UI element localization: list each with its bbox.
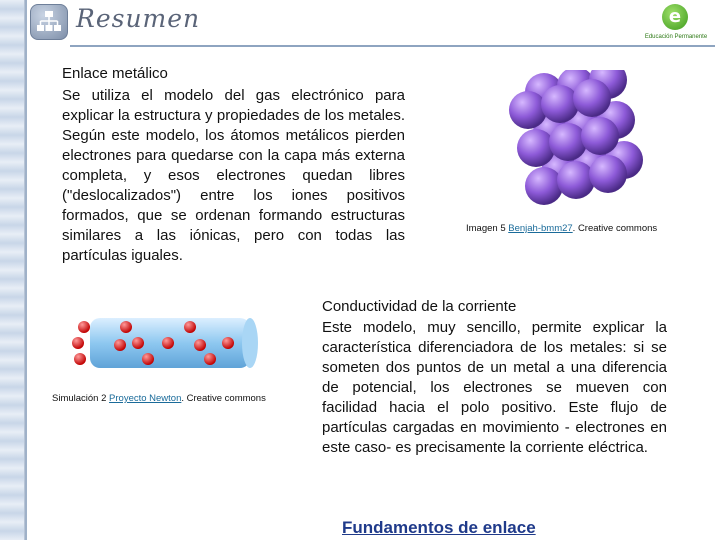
sitemap-icon[interactable] bbox=[30, 4, 68, 40]
header-divider bbox=[70, 45, 715, 47]
electron-particle bbox=[74, 353, 86, 365]
metal-lattice-image bbox=[486, 70, 686, 220]
brand-e-icon: e bbox=[662, 4, 688, 30]
conduction-simulation[interactable] bbox=[68, 315, 258, 371]
page-title: Resumen bbox=[76, 4, 201, 33]
electron-particle bbox=[72, 337, 84, 349]
decorative-border bbox=[0, 0, 25, 540]
brand-text: Educación Permanente bbox=[644, 34, 708, 40]
conductivity-paragraph: Este modelo, muy sencillo, permite explicar la característica diferenciadora de los metales: si se someten dos puntos de un metal a una diferencia de potencial, los electrones se mueven con facilidad hacia el polo positivo. Este flujo de partículas cargadas en movimiento - electrones en este caso- es precisamente la corriente eléctrica. bbox=[322, 319, 667, 456]
atom-sphere bbox=[525, 167, 563, 205]
brand-logo bbox=[636, 4, 716, 44]
electron-particle bbox=[162, 337, 174, 349]
simulation-credit-link[interactable]: Proyecto Newton bbox=[109, 393, 182, 404]
electron-particle bbox=[120, 321, 132, 333]
electron-particle bbox=[142, 353, 154, 365]
atom-sphere bbox=[549, 123, 587, 161]
image-credit-link[interactable]: Benjah-bmm27 bbox=[508, 223, 573, 234]
metal-paragraph: Se utiliza el modelo del gas electrónico para explicar la estructura y propiedades de los metales. Según este modelo, los átomos metálicos pierden electrones para quedarse con la capa más externa completa, y esos electrones quedan libres ("deslocalizados") entre los iones positivos formados, que se ordenan formando estructuras similares a las iónicas, pero con todas las partículas iguales. bbox=[62, 87, 405, 264]
atom-sphere bbox=[509, 91, 547, 129]
wire-end bbox=[242, 318, 258, 368]
atom-sphere bbox=[541, 85, 579, 123]
atom-sphere bbox=[517, 129, 555, 167]
electron-particle bbox=[78, 321, 90, 333]
electron-particle bbox=[132, 337, 144, 349]
simulation-caption: Simulación 2 Proyecto Newton. Creative commons bbox=[52, 393, 266, 404]
electron-particle bbox=[114, 339, 126, 351]
image-caption: Imagen 5 Benjah-bmm27. Creative commons bbox=[466, 223, 658, 234]
electron-particle bbox=[184, 321, 196, 333]
electron-particle bbox=[222, 337, 234, 349]
electron-particle bbox=[204, 353, 216, 365]
conductivity-heading: Conductividad de la corriente bbox=[322, 298, 517, 315]
metal-heading: Enlace metálico bbox=[62, 65, 168, 82]
electron-particle bbox=[194, 339, 206, 351]
footer-title[interactable]: Fundamentos de enlace bbox=[342, 518, 536, 537]
atom-sphere bbox=[573, 79, 611, 117]
atom-sphere bbox=[581, 117, 619, 155]
atom-sphere bbox=[589, 155, 627, 193]
atom-sphere bbox=[557, 161, 595, 199]
